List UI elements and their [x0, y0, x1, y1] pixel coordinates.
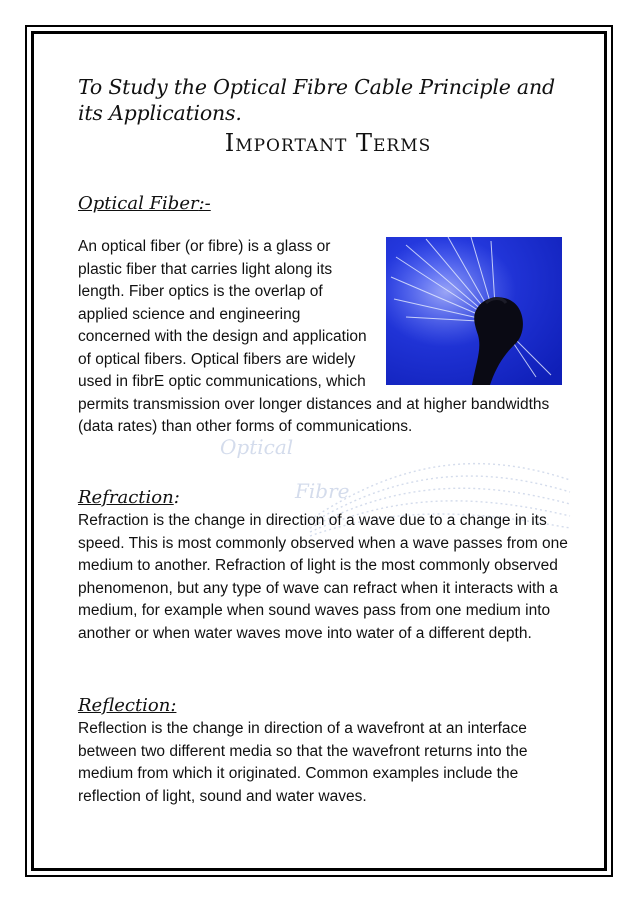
watermark-word-optical: Optical: [220, 435, 294, 459]
document-content: [78, 74, 568, 805]
term-heading: [78, 694, 176, 718]
optical-fiber-photo: [386, 237, 562, 385]
term-heading: [78, 486, 180, 510]
term-label: Reflection:: [78, 695, 177, 716]
watermark-word-fibre: Fibre: [295, 479, 350, 503]
term-label: Refraction: [78, 487, 174, 508]
section-heading: Important Terms: [224, 129, 432, 157]
section-refraction: [78, 486, 568, 645]
term-paragraph: Reflection is the change in direction of a wavefront at an interface between two different media so that the wavefront returns into the medium from which it originated. Common examples include the reflection of light, sound and water waves.: [78, 720, 528, 805]
document-title: To Study the Optical Fibre Cable Principle and its Applications.: [78, 75, 555, 125]
term-suffix: :: [173, 487, 180, 508]
term-heading: [78, 192, 211, 216]
term-label: Optical Fiber: [78, 193, 199, 214]
term-suffix: :-: [198, 193, 211, 214]
term-paragraph: Refraction is the change in direction of a wave due to a change in its speed. This is most commonly observed when a wave passes from one medium to another. Refraction of light is the most commonly observed phenomenon, but any type of wave can refract when it interacts with a medium, for example when sound waves pass from one medium into another or when water waves move into water of a different depth.: [78, 512, 568, 642]
section-reflection: [78, 694, 568, 808]
term-paragraph: An optical fiber (or fibre) is a glass or plastic fiber that carries light along its length. Fiber optics is the overlap of applied science and engineering concerned with the design and application of optical fibers. Optical fibers are widely used in fibrE optic communications, which permits transmission over longer distances and at higher bandwidths (data rates) than other forms of communications.: [78, 238, 550, 435]
section-optical-fiber: [78, 192, 568, 439]
